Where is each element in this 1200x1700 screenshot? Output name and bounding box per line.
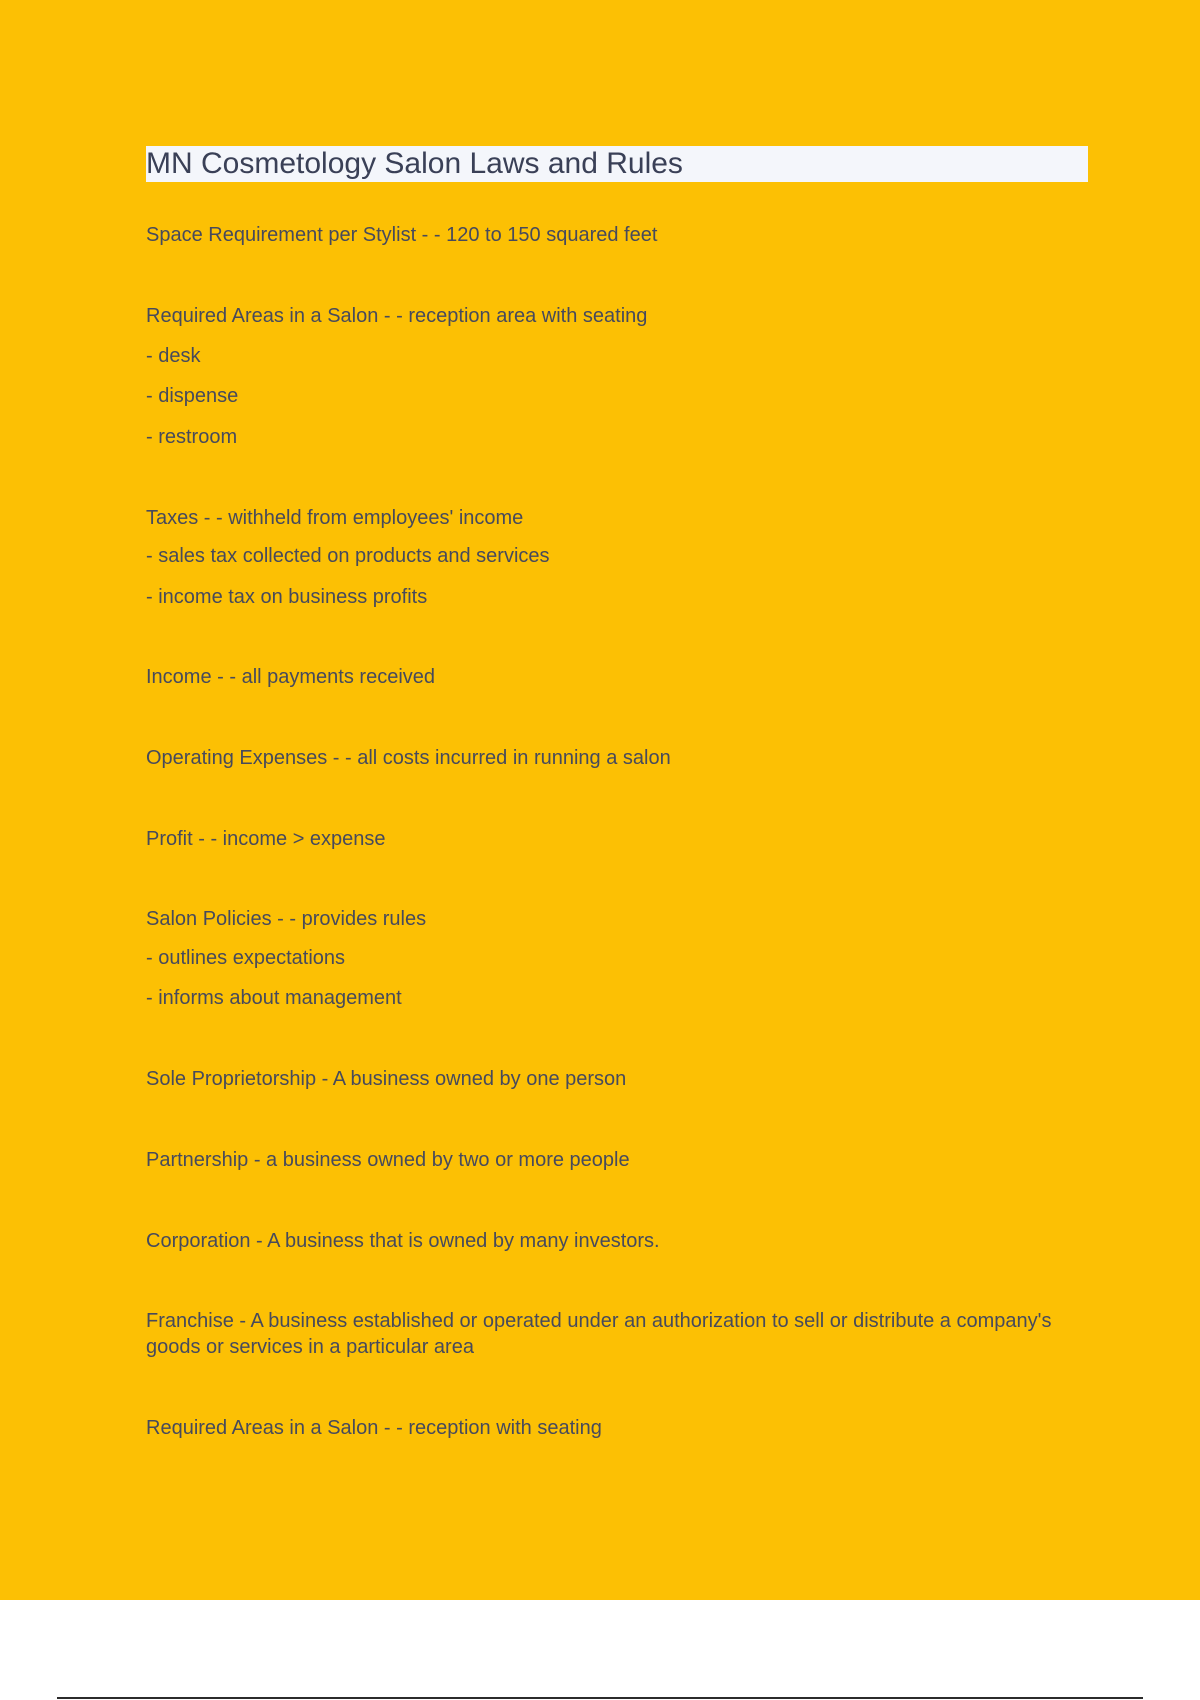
term-operating-expenses: Operating Expenses - - all costs incurred in running a salon — [146, 747, 671, 769]
term-corporation: Corporation - A business that is owned by many investors. — [146, 1230, 660, 1252]
list-item: - sales tax collected on products and services — [146, 545, 550, 567]
title-highlight — [146, 146, 1088, 182]
term-space-requirement: Space Requirement per Stylist - - 120 to 150 squared feet — [146, 224, 658, 246]
term-salon-policies: Salon Policies - - provides rules — [146, 908, 427, 930]
term-sole-proprietorship: Sole Proprietorship - A business owned by one person — [146, 1068, 627, 1090]
list-item: - outlines expectations — [146, 947, 346, 969]
page-title: MN Cosmetology Salon Laws and Rules — [146, 147, 683, 180]
list-item: - restroom — [146, 426, 238, 448]
term-profit: Profit - - income > expense — [146, 828, 386, 850]
list-item: - informs about management — [146, 987, 402, 1009]
term-taxes: Taxes - - withheld from employees' income — [146, 507, 524, 529]
term-required-areas: Required Areas in a Salon - - reception area with seating — [146, 305, 648, 327]
list-item: - desk — [146, 345, 201, 367]
term-partnership: Partnership - a business owned by two or more people — [146, 1149, 630, 1171]
list-item: - income tax on business profits — [146, 586, 428, 608]
footer-divider — [57, 1697, 1143, 1699]
term-income: Income - - all payments received — [146, 666, 436, 688]
term-franchise: Franchise - A business established or operated under an authorization to sell or distribute a company's goods or services in a particular area — [146, 1310, 1052, 1358]
list-item: - dispense — [146, 385, 239, 407]
term-required-areas-2: Required Areas in a Salon - - reception with seating — [146, 1417, 602, 1439]
